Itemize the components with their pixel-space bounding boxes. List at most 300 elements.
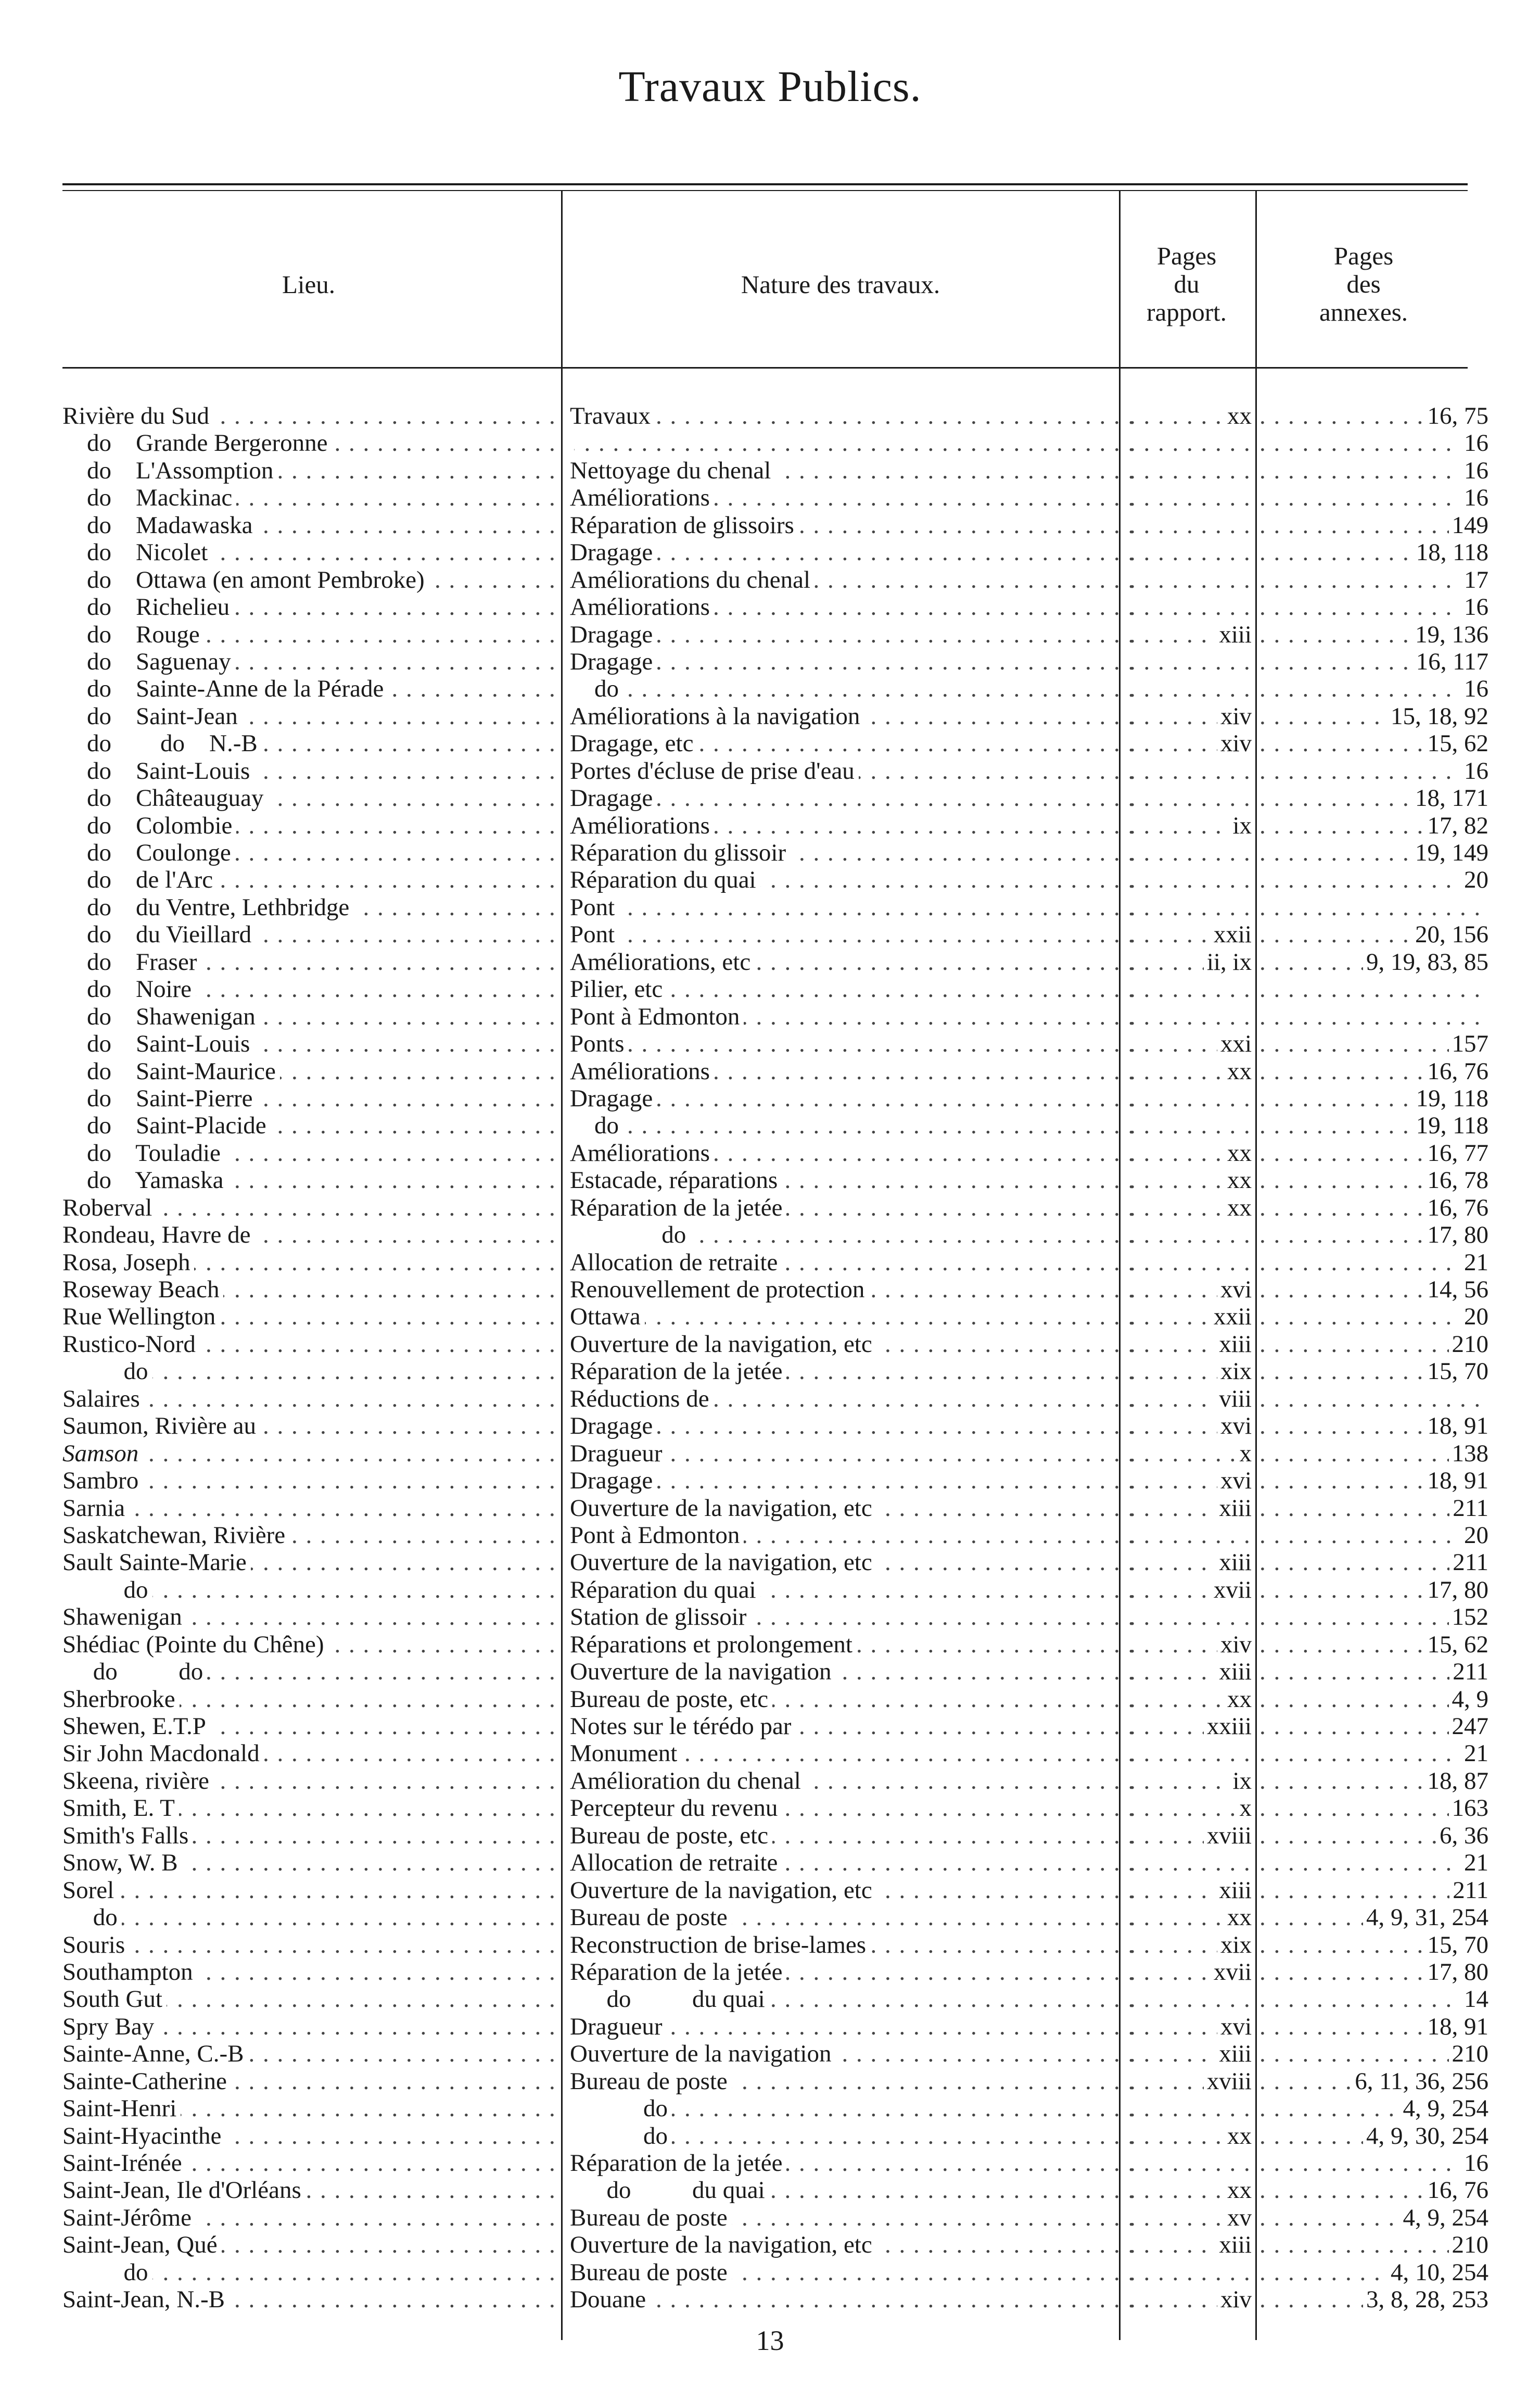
rapport-text: xviii (1204, 1822, 1252, 1849)
lieu-text: Sambro (62, 1467, 143, 1494)
table-row (0, 2177, 1540, 2204)
nature-cell (570, 1576, 1142, 1603)
nature-cell (570, 1003, 1142, 1030)
pages-rapport-cell (1129, 839, 1252, 866)
nature-cell (570, 675, 1142, 702)
pages-annexes-cell (1259, 785, 1488, 812)
lieu-text: Sainte-Anne, C.-B (62, 2040, 248, 2067)
lieu-text: do Nicolet (62, 539, 212, 566)
pages-rapport-cell (1129, 703, 1252, 730)
annexes-text: 247 (1449, 1713, 1489, 1740)
nature-text: Ouverture de la navigation, etc (570, 1549, 876, 1576)
lieu-text: do Saint-Jean (62, 703, 242, 730)
annexes-text: 18, 118 (1413, 539, 1488, 566)
lieu-cell (62, 1003, 555, 1030)
pages-annexes-cell (1259, 1849, 1488, 1876)
pages-rapport-cell (1129, 2259, 1252, 2286)
table-row (0, 839, 1540, 866)
lieu-cell (62, 730, 555, 757)
lieu-text: Spry Bay (62, 2013, 158, 2040)
annexes-text: 138 (1449, 1440, 1489, 1467)
lieu-cell (62, 593, 555, 621)
lieu-text: do Noire (62, 976, 196, 1003)
table-row (0, 1112, 1540, 1139)
lieu-text: do du Ventre, Lethbridge (62, 894, 353, 921)
nature-cell (570, 703, 1142, 730)
pages-annexes-cell (1259, 1631, 1488, 1658)
annexes-text: 18, 91 (1424, 2013, 1489, 2040)
lieu-text: Rondeau, Havre de (62, 1221, 255, 1248)
pages-annexes-cell (1259, 2286, 1488, 2313)
pages-rapport-cell (1129, 593, 1252, 621)
nature-cell (570, 2095, 1142, 2122)
nature-cell (570, 648, 1142, 675)
nature-text: Pont à Edmonton (570, 1522, 744, 1549)
nature-cell (570, 2122, 1142, 2150)
annexes-text (1485, 894, 1488, 921)
pages-annexes-cell (1259, 949, 1488, 976)
annexes-text: 21 (1461, 1849, 1488, 1876)
column-header-nature: Nature des travaux. (741, 270, 940, 299)
rapport-text (1249, 976, 1252, 1003)
table-row (0, 866, 1540, 893)
nature-text: Monument (570, 1740, 681, 1767)
nature-text: Améliorations (570, 1058, 714, 1085)
nature-text: Dragage (570, 1467, 657, 1494)
lieu-cell (62, 457, 555, 484)
top-rule-thin (62, 190, 1468, 191)
rapport-text (1249, 539, 1252, 566)
pages-annexes-cell (1259, 1358, 1488, 1385)
nature-text: Réductions de (570, 1385, 714, 1412)
nature-cell (570, 1794, 1142, 1822)
lieu-cell (62, 1549, 555, 1576)
nature-text: Notes sur le térédo par (570, 1713, 795, 1740)
annexes-text: 16 (1461, 2150, 1488, 2177)
lieu-cell (62, 921, 555, 948)
pages-annexes-cell (1259, 1767, 1488, 1794)
rapport-text: xix (1217, 1358, 1252, 1385)
nature-cell (570, 757, 1142, 785)
pages-rapport-cell (1129, 1904, 1252, 1931)
pages-rapport-cell (1129, 894, 1252, 921)
pages-annexes-cell (1259, 566, 1488, 593)
pages-rapport-cell (1129, 1549, 1252, 1576)
lieu-text: Shewen, E.T.P (62, 1713, 210, 1740)
table-row (0, 1631, 1540, 1658)
rapport-text: x (1237, 1440, 1252, 1467)
annexes-text: 6, 36 (1436, 1822, 1488, 1849)
nature-text: Dragage (570, 1085, 657, 1112)
pages-rapport-cell (1129, 921, 1252, 948)
nature-cell (570, 2204, 1142, 2231)
nature-cell (570, 2259, 1142, 2286)
nature-cell (570, 1167, 1142, 1194)
annexes-text: 18, 87 (1424, 1767, 1489, 1794)
annexes-text: 16, 117 (1413, 648, 1488, 675)
column-header-lieu: Lieu. (282, 270, 336, 299)
rapport-text: xiii (1216, 1331, 1252, 1358)
lieu-cell (62, 621, 555, 648)
rapport-text (1249, 1112, 1252, 1139)
lieu-cell (62, 1140, 555, 1167)
pages-rapport-cell (1129, 1221, 1252, 1248)
rapport-text: xiii (1216, 1495, 1252, 1522)
lieu-text: do Grande Bergeronne (62, 429, 332, 457)
annexes-text: 211 (1449, 1658, 1488, 1685)
lieu-text: do Saint-Louis (62, 757, 254, 785)
nature-text: do (570, 2095, 672, 2122)
rapport-text: ix (1229, 812, 1252, 839)
lieu-text: do Saint-Placide (62, 1112, 271, 1139)
rapport-text (1249, 757, 1252, 785)
pages-annexes-cell (1259, 621, 1488, 648)
lieu-text: do Saint-Maurice (62, 1058, 280, 1085)
rapport-text: xx (1224, 1194, 1252, 1221)
page-title: Travaux Publics. (618, 62, 922, 111)
lieu-text: do du Vieillard (62, 921, 256, 948)
nature-text: Nettoyage du chenal (570, 457, 775, 484)
pages-rapport-cell (1129, 1686, 1252, 1713)
lieu-cell (62, 2177, 555, 2204)
nature-cell (570, 785, 1142, 812)
nature-text: Dragueur (570, 2013, 666, 2040)
nature-cell (570, 2068, 1142, 2095)
lieu-text: Saskatchewan, Rivière (62, 1522, 289, 1549)
lieu-text: Saint-Henri (62, 2095, 181, 2122)
table-row (0, 2068, 1540, 2095)
pages-annexes-cell (1259, 2068, 1488, 2095)
nature-cell (570, 2231, 1142, 2258)
pages-annexes-cell (1259, 1986, 1488, 2013)
nature-cell (570, 1740, 1142, 1767)
nature-cell (570, 2177, 1142, 2204)
pages-rapport-cell (1129, 2122, 1252, 2150)
pages-annexes-cell (1259, 812, 1488, 839)
annexes-text: 16, 76 (1424, 1058, 1489, 1085)
annexes-text: 4, 9, 254 (1400, 2204, 1489, 2231)
pages-rapport-cell (1129, 1631, 1252, 1658)
pages-annexes-cell (1259, 1603, 1488, 1630)
pages-annexes-cell (1259, 2150, 1488, 2177)
nature-text: Bureau de poste (570, 2068, 732, 2095)
table-row (0, 1495, 1540, 1522)
lieu-cell (62, 1740, 555, 1767)
table-row (0, 1167, 1540, 1194)
annexes-text: 20, 156 (1412, 921, 1488, 948)
lieu-cell (62, 1440, 555, 1467)
pages-annexes-cell (1259, 512, 1488, 539)
top-rule-thick (62, 183, 1468, 185)
pages-annexes-cell (1259, 2040, 1488, 2067)
lieu-text: do Ottawa (en amont Pembroke) (62, 566, 429, 593)
lieu-cell (62, 1522, 555, 1549)
annexes-text: 16 (1461, 429, 1488, 457)
lieu-cell (62, 1931, 555, 1958)
pages-rapport-cell (1129, 2286, 1252, 2313)
pages-rapport-cell (1129, 1522, 1252, 1549)
annexes-text: 16 (1461, 757, 1488, 785)
pages-rapport-cell (1129, 1467, 1252, 1494)
pages-rapport-cell (1129, 1495, 1252, 1522)
table-row (0, 648, 1540, 675)
nature-cell (570, 484, 1142, 511)
lieu-text: Smith's Falls (62, 1822, 193, 1849)
rapport-text: xvi (1217, 1412, 1252, 1439)
pages-rapport-cell (1129, 457, 1252, 484)
rapport-text: xiv (1217, 703, 1252, 730)
lieu-text: Saint-Jean, N.-B (62, 2286, 229, 2313)
header-bottom-rule (62, 367, 1468, 369)
nature-text: Réparation de la jetée (570, 1194, 786, 1221)
lieu-cell (62, 1822, 555, 1849)
nature-cell (570, 730, 1142, 757)
lieu-cell (62, 2231, 555, 2258)
table-row (0, 1576, 1540, 1603)
nature-text: Dragage (570, 785, 657, 812)
table-row (0, 812, 1540, 839)
table-row (0, 429, 1540, 457)
nature-text: Dragage (570, 539, 657, 566)
header-line: rapport. (1147, 298, 1227, 326)
lieu-text: Saint-Irénée (62, 2150, 186, 2177)
pages-rapport-cell (1129, 1303, 1252, 1330)
lieu-cell (62, 1385, 555, 1412)
annexes-text: 6, 11, 36, 256 (1352, 2068, 1488, 2095)
pages-annexes-cell (1259, 1221, 1488, 1248)
rapport-text: ix (1229, 1767, 1252, 1794)
annexes-text: 16, 77 (1424, 1140, 1489, 1167)
rapport-text: xvi (1217, 1467, 1252, 1494)
annexes-text: 16 (1461, 593, 1488, 621)
lieu-cell (62, 429, 555, 457)
pages-annexes-cell (1259, 1576, 1488, 1603)
pages-annexes-cell (1259, 1194, 1488, 1221)
annexes-text: 17 (1461, 566, 1488, 593)
rapport-text: viii (1216, 1385, 1252, 1412)
nature-text: Dragage (570, 648, 657, 675)
nature-cell (570, 1331, 1142, 1358)
pages-annexes-cell (1259, 1085, 1488, 1112)
annexes-text: 211 (1449, 1549, 1488, 1576)
nature-text: Ouverture de la navigation (570, 1658, 835, 1685)
lieu-text: Rustico-Nord (62, 1331, 200, 1358)
header-line: du (1174, 270, 1200, 298)
lieu-cell (62, 1412, 555, 1439)
pages-rapport-cell (1129, 785, 1252, 812)
rapport-text (1249, 2259, 1252, 2286)
table-row (0, 1140, 1540, 1167)
nature-text: Réparation de la jetée (570, 2150, 786, 2177)
nature-text: Ouverture de la navigation, etc (570, 2231, 876, 2258)
rapport-text (1249, 675, 1252, 702)
lieu-text: Rivière du Sud (62, 402, 213, 429)
nature-text: Réparation de la jetée (570, 1958, 786, 1986)
table-row (0, 1303, 1540, 1330)
pages-rapport-cell (1129, 1986, 1252, 2013)
lieu-cell (62, 1030, 555, 1057)
nature-cell (570, 566, 1142, 593)
annexes-text: 16 (1461, 675, 1488, 702)
rapport-text: xiv (1217, 730, 1252, 757)
nature-text: Réparation de glissoirs (570, 512, 798, 539)
rapport-text (1249, 429, 1252, 457)
pages-rapport-cell (1129, 1576, 1252, 1603)
lieu-text: do Madawaska (62, 512, 257, 539)
pages-annexes-cell (1259, 593, 1488, 621)
lieu-cell (62, 2068, 555, 2095)
page-number: 13 (756, 2325, 784, 2356)
nature-cell (570, 1849, 1142, 1876)
nature-text: Pont (570, 894, 619, 921)
pages-annexes-cell (1259, 1167, 1488, 1194)
lieu-text: do Sainte-Anne de la Pérade (62, 675, 388, 702)
nature-cell (570, 2150, 1142, 2177)
lieu-cell (62, 949, 555, 976)
pages-rapport-cell (1129, 1877, 1252, 1904)
pages-annexes-cell (1259, 1112, 1488, 1139)
pages-rapport-cell (1129, 2204, 1252, 2231)
lieu-text: Smith, E. T (62, 1794, 179, 1822)
nature-text: Amélioration du chenal (570, 1767, 805, 1794)
nature-text: Dragage, etc (570, 730, 697, 757)
table-row (0, 566, 1540, 593)
annexes-text: 4, 9, 30, 254 (1363, 2122, 1488, 2150)
lieu-cell (62, 2095, 555, 2122)
annexes-text: 210 (1449, 2040, 1489, 2067)
annexes-text: 163 (1449, 1794, 1489, 1822)
pages-annexes-cell (1259, 1276, 1488, 1303)
annexes-text: 15, 70 (1424, 1358, 1489, 1385)
pages-rapport-cell (1129, 1958, 1252, 1986)
nature-cell (570, 1303, 1142, 1330)
rapport-text (1249, 866, 1252, 893)
lieu-text: Saumon, Rivière au (62, 1412, 260, 1439)
nature-text: Percepteur du revenu (570, 1794, 782, 1822)
nature-text: Réparation de la jetée (570, 1358, 786, 1385)
pages-rapport-cell (1129, 1003, 1252, 1030)
lieu-cell (62, 1085, 555, 1112)
lieu-cell (62, 402, 555, 429)
nature-text: Améliorations (570, 1140, 714, 1167)
pages-rapport-cell (1129, 1112, 1252, 1139)
pages-rapport-cell (1129, 976, 1252, 1003)
rapport-text (1249, 593, 1252, 621)
pages-annexes-cell (1259, 1794, 1488, 1822)
nature-cell (570, 1194, 1142, 1221)
lieu-cell (62, 1849, 555, 1876)
lieu-text: Snow, W. B (62, 1849, 182, 1876)
table-row (0, 2204, 1540, 2231)
lieu-text: do (62, 1358, 152, 1385)
nature-text: Bureau de poste, etc (570, 1686, 772, 1713)
lieu-text: Saint-Jérôme (62, 2204, 196, 2231)
rapport-text: xvii (1211, 1576, 1252, 1603)
table-row (0, 1440, 1540, 1467)
table-row (0, 2122, 1540, 2150)
table-row (0, 1385, 1540, 1412)
nature-text: Bureau de poste, etc (570, 1822, 772, 1849)
nature-text: Reconstruction de brise-lames (570, 1931, 870, 1958)
pages-annexes-cell (1259, 2013, 1488, 2040)
pages-annexes-cell (1259, 1412, 1488, 1439)
annexes-text: 16, 76 (1424, 2177, 1489, 2204)
annexes-text: 16 (1461, 457, 1488, 484)
lieu-cell (62, 675, 555, 702)
rapport-text (1249, 566, 1252, 593)
rapport-text: xiii (1216, 2231, 1252, 2258)
table-row (0, 1986, 1540, 2013)
nature-cell (570, 1931, 1142, 1958)
pages-annexes-cell (1259, 1877, 1488, 1904)
pages-rapport-cell (1129, 2095, 1252, 2122)
table-row (0, 1522, 1540, 1549)
pages-annexes-cell (1259, 2095, 1488, 2122)
lieu-text: Sault Sainte-Marie (62, 1549, 251, 1576)
nature-text: Allocation de retraite (570, 1849, 782, 1876)
pages-annexes-cell (1259, 675, 1488, 702)
pages-rapport-cell (1129, 1740, 1252, 1767)
pages-annexes-cell (1259, 757, 1488, 785)
lieu-cell (62, 1904, 555, 1931)
pages-rapport-cell (1129, 566, 1252, 593)
pages-rapport-cell (1129, 429, 1252, 457)
lieu-text: do (62, 1904, 122, 1931)
pages-annexes-cell (1259, 1030, 1488, 1057)
annexes-text: 20 (1461, 1303, 1488, 1330)
rapport-text (1249, 1003, 1252, 1030)
table-row (0, 402, 1540, 429)
nature-cell (570, 839, 1142, 866)
column-header-pages-annexes (1259, 242, 1468, 326)
annexes-text (1485, 976, 1488, 1003)
rapport-text (1249, 894, 1252, 921)
nature-cell (570, 976, 1142, 1003)
lieu-text: do Saint-Louis (62, 1030, 254, 1057)
rapport-text: xxi (1217, 1030, 1252, 1057)
lieu-text: do do N.-B (62, 730, 262, 757)
lieu-text: Roberval (62, 1194, 156, 1221)
annexes-text: 17, 80 (1424, 1958, 1489, 1986)
pages-annexes-cell (1259, 2177, 1488, 2204)
lieu-text: do Châteauguay (62, 785, 268, 812)
annexes-text: 16, 75 (1424, 402, 1489, 429)
table-row (0, 1331, 1540, 1358)
lieu-text: do Colombie (62, 812, 236, 839)
rapport-text (1249, 1249, 1252, 1276)
rapport-text: xx (1224, 2177, 1252, 2204)
nature-cell (570, 1140, 1142, 1167)
nature-cell (570, 921, 1142, 948)
table-row (0, 1658, 1540, 1685)
lieu-text: Skeena, rivière (62, 1767, 213, 1794)
lieu-text: do Fraser (62, 949, 201, 976)
pages-annexes-cell (1259, 429, 1488, 457)
pages-rapport-cell (1129, 1167, 1252, 1194)
rapport-text: xxiii (1204, 1713, 1252, 1740)
lieu-text: do Rouge (62, 621, 204, 648)
rapport-text: xiii (1216, 1549, 1252, 1576)
table-row (0, 1003, 1540, 1030)
lieu-text: Sir John Macdonald (62, 1740, 264, 1767)
annexes-text: 15, 18, 92 (1388, 703, 1488, 730)
annexes-text: 4, 9 (1449, 1686, 1489, 1713)
annexes-text: 18, 171 (1412, 785, 1488, 812)
nature-text: do (570, 675, 623, 702)
pages-rapport-cell (1129, 1931, 1252, 1958)
table-row (0, 1767, 1540, 1794)
rapport-text (1249, 484, 1252, 511)
